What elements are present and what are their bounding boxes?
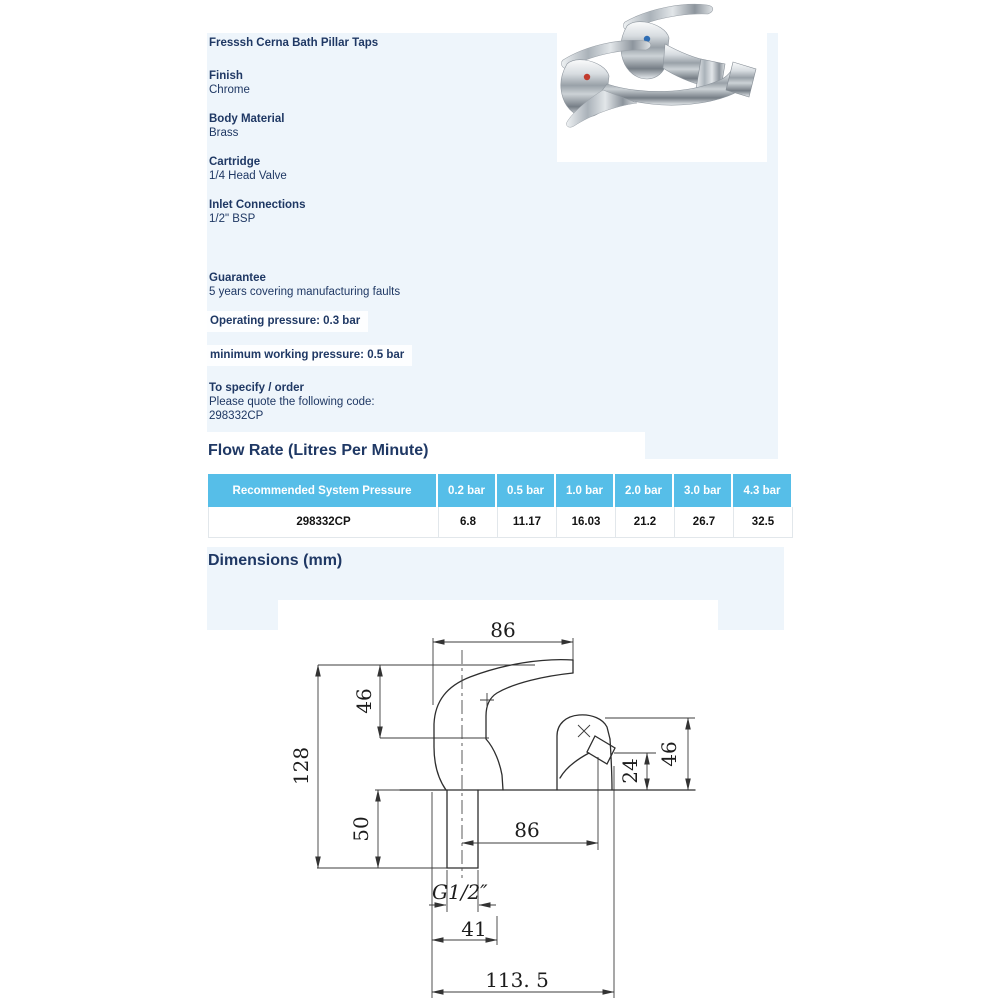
dim-overall-length-label: 113. 5	[485, 968, 549, 992]
product-title: Fresssh Cerna Bath Pillar Taps	[209, 37, 379, 49]
spec-label-body-material: Body Material	[209, 113, 285, 125]
order-label: To specify / order	[209, 382, 305, 394]
spec-label-inlet: Inlet Connections	[209, 199, 306, 211]
dimension-drawing	[278, 600, 718, 1000]
dimensions-heading: Dimensions (mm)	[208, 552, 343, 569]
header-0-2-bar: 0.2 bar	[438, 474, 497, 507]
tap-dimension-diagram	[278, 600, 718, 1000]
header-0-5-bar: 0.5 bar	[497, 474, 556, 507]
dim-total-height-label: 128	[289, 746, 313, 786]
minimum-pressure-note: minimum working pressure: 0.5 bar	[207, 345, 412, 366]
dim-thread-label: G1/2″	[432, 880, 488, 904]
dim-shank-length-label: 50	[349, 816, 373, 842]
header-4-3-bar: 4.3 bar	[733, 474, 791, 507]
cell-flow-0-5: 11.17	[498, 507, 557, 537]
flow-rate-heading: Flow Rate (Litres Per Minute)	[208, 442, 429, 459]
cell-flow-1-0: 16.03	[557, 507, 616, 537]
flow-table-data-row	[208, 507, 793, 538]
flow-rate-table	[208, 474, 793, 538]
order-code: 298332CP	[209, 410, 264, 422]
order-instruction: Please quote the following code:	[209, 396, 375, 408]
spec-label-finish: Finish	[209, 70, 243, 82]
spec-label-cartridge: Cartridge	[209, 156, 261, 168]
header-recommended-system-pressure: Recommended System Pressure	[208, 474, 438, 507]
dim-outlet-drop-label: 24	[618, 758, 642, 784]
spec-value-finish: Chrome	[209, 84, 250, 96]
flow-table-header-row	[208, 474, 793, 507]
product-photo	[557, 0, 767, 162]
dim-top-width-label: 86	[490, 618, 516, 642]
dim-handle-height-label: 46	[352, 688, 376, 714]
spec-value-body-material: Brass	[209, 127, 239, 139]
taps-photo-illustration	[557, 0, 767, 162]
cell-flow-4-3: 32.5	[751, 516, 775, 528]
cell-product-code: 298332CP	[209, 507, 439, 537]
dim-spout-reach-label: 86	[514, 818, 540, 842]
dim-base-width-label: 41	[461, 917, 487, 941]
dim-spout-height-label: 46	[657, 741, 681, 767]
operating-pressure-note: Operating pressure: 0.3 bar	[207, 311, 368, 332]
spec-value-cartridge: 1/4 Head Valve	[209, 170, 287, 182]
spec-label-guarantee: Guarantee	[209, 272, 266, 284]
spec-value-inlet: 1/2" BSP	[209, 213, 256, 225]
header-1-0-bar: 1.0 bar	[556, 474, 615, 507]
cell-flow-2-0: 21.2	[616, 507, 675, 537]
header-2-0-bar: 2.0 bar	[615, 474, 674, 507]
hot-indicator-dot	[584, 74, 590, 80]
cell-flow-0-2: 6.8	[439, 507, 498, 537]
header-3-0-bar: 3.0 bar	[674, 474, 733, 507]
spec-value-guarantee: 5 years covering manufacturing faults	[209, 286, 401, 298]
cell-flow-3-0: 26.7	[675, 507, 734, 537]
